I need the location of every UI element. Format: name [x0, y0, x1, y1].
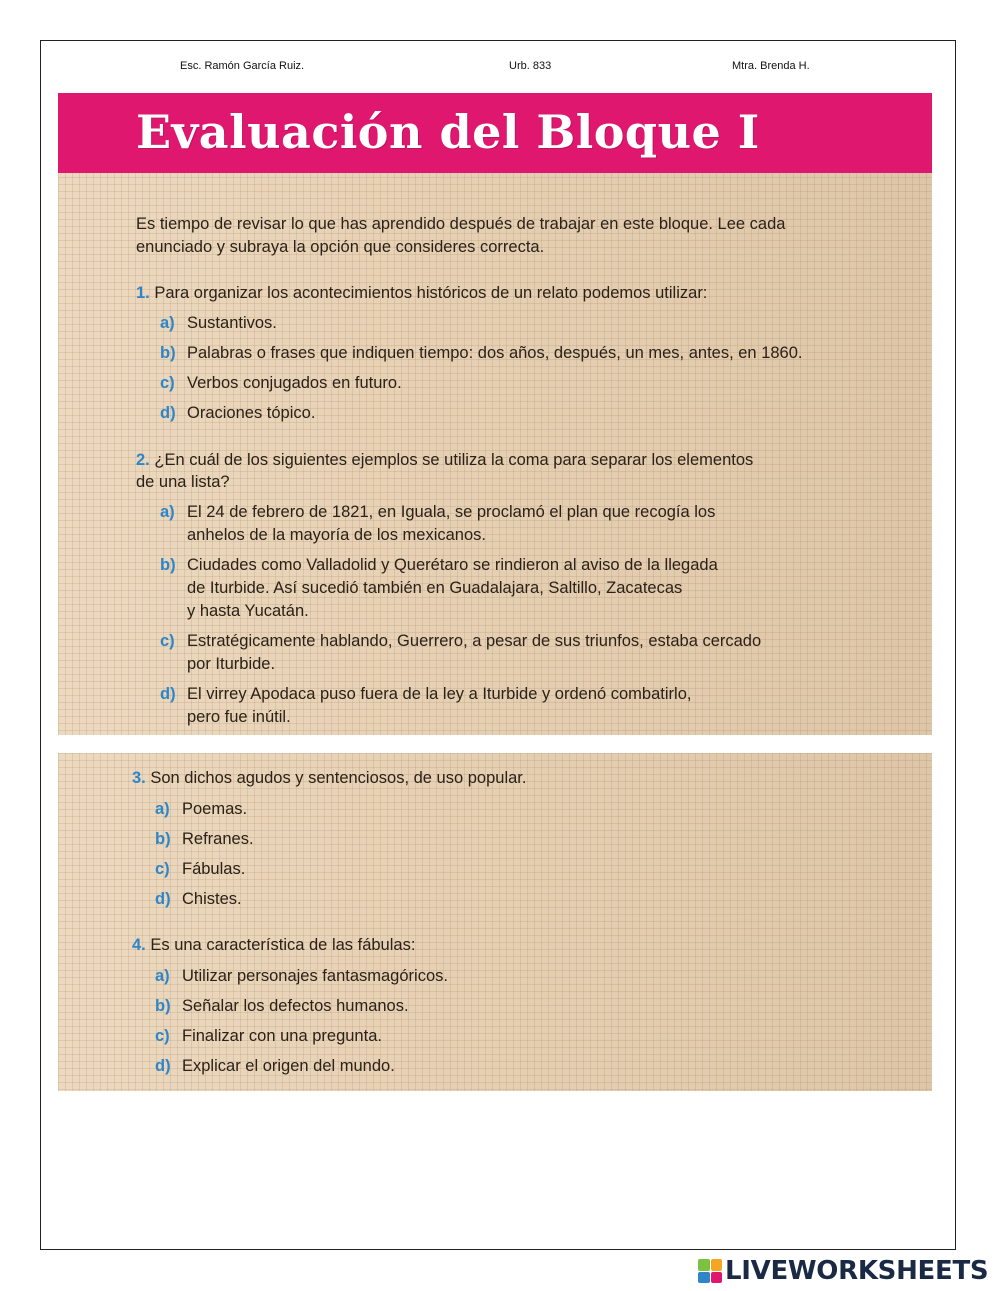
question-1-prompt [136, 282, 707, 305]
worksheet-panel-top [58, 93, 932, 735]
option-letter: c) [155, 860, 170, 878]
logo-text: LIVEWORKSHEETS [725, 1256, 989, 1286]
header-urb: Urb. 833 [509, 60, 552, 72]
option-text: Ciudades como Valladolid y Querétaro se rindieron al aviso de la llegada [187, 556, 718, 574]
question-2-prompt [136, 449, 753, 472]
option-letter: c) [160, 632, 175, 650]
question-number: 3. [132, 769, 146, 787]
option-letter: a) [155, 800, 170, 818]
question-number: 2. [136, 451, 150, 469]
option-letter: a) [155, 967, 170, 985]
option-text: Señalar los defectos humanos. [182, 997, 409, 1015]
option-letter: d) [155, 1057, 171, 1075]
intro-text-line-2: enunciado y subraya la opción que consideres correcta. [136, 238, 545, 256]
question-number: 4. [132, 936, 146, 954]
liveworksheets-logo-icon [698, 1259, 722, 1283]
option-text: Poemas. [182, 800, 248, 818]
option-letter: b) [160, 556, 176, 574]
option-letter: d) [155, 890, 171, 908]
question-text-line-2: de una lista? [136, 473, 230, 491]
question-text: Para organizar los acontecimientos históricos de un relato podemos utilizar: [154, 284, 708, 302]
header-school: Esc. Ramón García Ruiz. [180, 60, 305, 72]
option-text: Oraciones tópico. [187, 404, 316, 422]
option-text: Explicar el origen del mundo. [182, 1057, 395, 1075]
liveworksheets-logo[interactable] [698, 1256, 988, 1286]
option-text: Sustantivos. [187, 314, 277, 332]
option-letter: d) [160, 685, 176, 703]
option-letter: c) [155, 1027, 170, 1045]
question-4-prompt [132, 934, 415, 957]
option-text: por Iturbide. [187, 655, 276, 673]
option-text: Chistes. [182, 890, 242, 908]
header-teacher: Mtra. Brenda H. [732, 60, 810, 72]
option-text: Estratégicamente hablando, Guerrero, a pesar de sus triunfos, estaba cercado [187, 632, 762, 650]
worksheet-panel-bottom [58, 753, 932, 1091]
question-number: 1. [136, 284, 150, 302]
option-letter: b) [155, 997, 171, 1015]
question-3-prompt [132, 767, 526, 790]
title-banner [58, 93, 932, 173]
option-text: Fábulas. [182, 860, 246, 878]
option-text: Refranes. [182, 830, 254, 848]
option-letter: b) [160, 344, 176, 362]
page-title: Evaluación del Bloque I [136, 105, 760, 159]
option-text: de Iturbide. Así sucedió también en Guadalajara, Saltillo, Zacatecas [187, 579, 683, 597]
option-letter: d) [160, 404, 176, 422]
option-text: Finalizar con una pregunta. [182, 1027, 382, 1045]
option-text: El virrey Apodaca puso fuera de la ley a Iturbide y ordenó combatirlo, [187, 685, 692, 703]
option-text: Verbos conjugados en futuro. [187, 374, 402, 392]
option-text: pero fue inútil. [187, 708, 291, 726]
option-letter: a) [160, 314, 175, 332]
option-text: Utilizar personajes fantasmagóricos. [182, 967, 448, 985]
option-text: El 24 de febrero de 1821, en Iguala, se proclamó el plan que recogía los [187, 503, 716, 521]
question-text: Son dichos agudos y sentenciosos, de uso popular. [150, 769, 527, 787]
option-text: Palabras o frases que indiquen tiempo: dos años, después, un mes, antes, en 1860. [187, 344, 803, 362]
option-text: y hasta Yucatán. [187, 602, 309, 620]
option-letter: c) [160, 374, 175, 392]
option-letter: a) [160, 503, 175, 521]
question-text: Es una característica de las fábulas: [150, 936, 416, 954]
option-letter: b) [155, 830, 171, 848]
option-text: anhelos de la mayoría de los mexicanos. [187, 526, 486, 544]
intro-text-line-1: Es tiempo de revisar lo que has aprendido después de trabajar en este bloque. Lee cada [136, 215, 786, 233]
question-text: ¿En cuál de los siguientes ejemplos se utiliza la coma para separar los elementos [154, 451, 754, 469]
